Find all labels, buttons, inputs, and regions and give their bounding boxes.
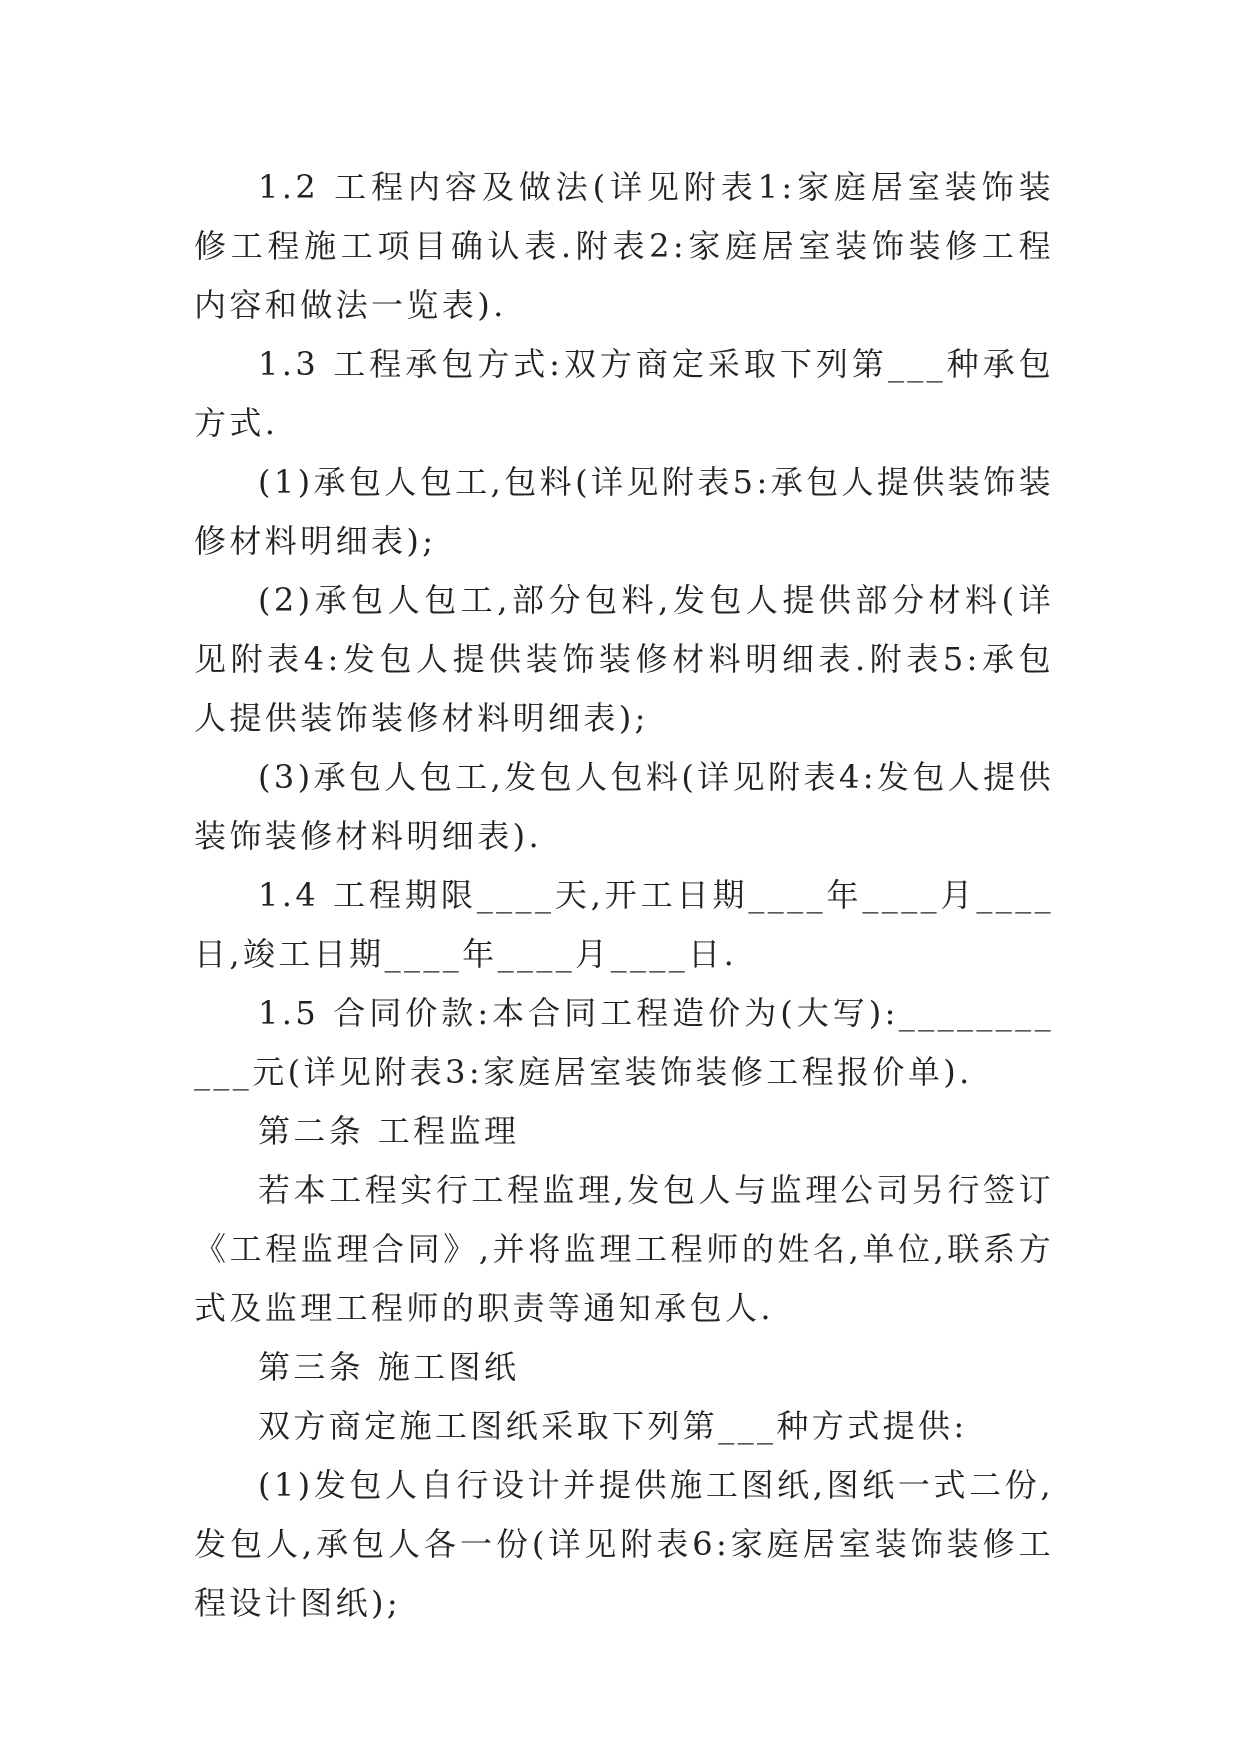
document-page xyxy=(194,158,1054,1633)
clause-1-4-work-period: 1.4 工程期限____天,开工日期____年____月____日,竣工日期____年____月____日. xyxy=(194,876,1054,973)
article-3-drawing-method: 双方商定施工图纸采取下列第___种方式提供: xyxy=(258,1407,968,1445)
contracting-option-1: (1)承包人包工,包料(详见附表5:承包人提供装饰装修材料明细表); xyxy=(194,463,1054,560)
clause-1-5-contract-price: 1.5 合同价款:本合同工程造价为(大写):___________元(详见附表3:家庭居室装饰装修工程报价单). xyxy=(194,994,1054,1091)
article-2-heading: 第二条 工程监理 xyxy=(258,1112,520,1150)
drawing-option-1: (1)发包人自行设计并提供施工图纸,图纸一式二份,发包人,承包人各一份(详见附表6:家庭居室装饰装修工程设计图纸); xyxy=(194,1466,1054,1622)
clause-1-3-contracting-method: 1.3 工程承包方式:双方商定采取下列第___种承包方式. xyxy=(194,345,1054,442)
contracting-option-2: (2)承包人包工,部分包料,发包人提供部分材料(详见附表4:发包人提供装饰装修材料明细表.附表5:承包人提供装饰装修材料明细表); xyxy=(194,581,1054,737)
clause-1-2-work-content: 1.2 工程内容及做法(详见附表1:家庭居室装饰装修工程施工项目确认表.附表2:家庭居室装饰装修工程内容和做法一览表). xyxy=(194,168,1054,324)
article-2-supervision-text: 若本工程实行工程监理,发包人与监理公司另行签订《工程监理合同》,并将监理工程师的姓名,单位,联系方式及监理工程师的职责等通知承包人. xyxy=(194,1171,1054,1327)
contracting-option-3: (3)承包人包工,发包人包料(详见附表4:发包人提供装饰装修材料明细表). xyxy=(194,758,1054,855)
article-3-heading: 第三条 施工图纸 xyxy=(258,1348,520,1386)
